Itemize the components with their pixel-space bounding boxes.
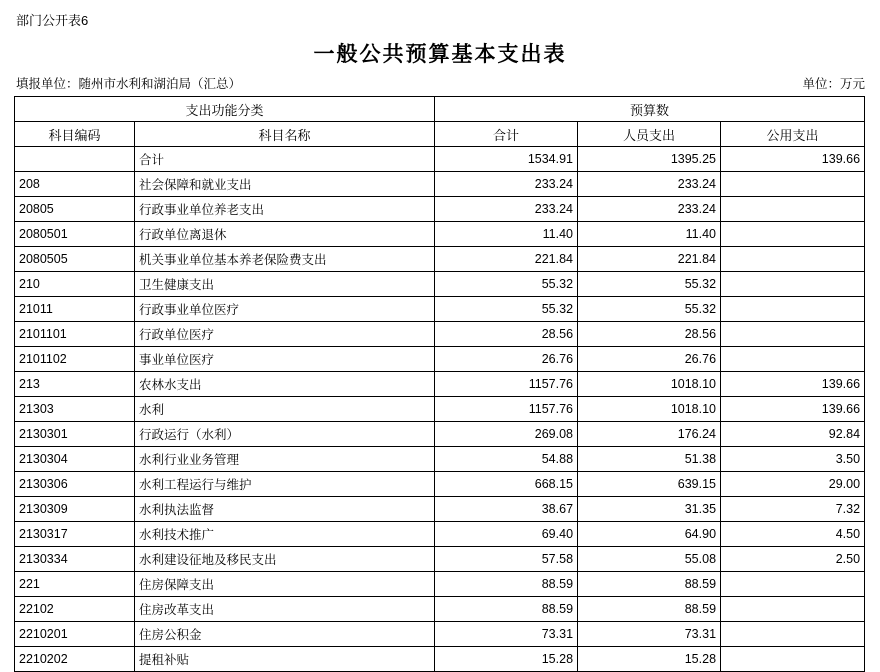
column-header-personnel: 人员支出 bbox=[578, 122, 721, 147]
cell-total: 54.88 bbox=[435, 447, 578, 472]
cell-personnel: 26.76 bbox=[578, 347, 721, 372]
cell-name: 合计 bbox=[135, 147, 435, 172]
cell-public: 92.84 bbox=[721, 422, 865, 447]
cell-personnel: 55.08 bbox=[578, 547, 721, 572]
table-group-header-row bbox=[15, 97, 865, 122]
table-row bbox=[15, 597, 865, 622]
cell-personnel: 51.38 bbox=[578, 447, 721, 472]
column-header-name: 科目名称 bbox=[135, 122, 435, 147]
table-head bbox=[15, 97, 865, 147]
table-row bbox=[15, 347, 865, 372]
cell-personnel: 55.32 bbox=[578, 297, 721, 322]
cell-public: 2.50 bbox=[721, 547, 865, 572]
table-row bbox=[15, 397, 865, 422]
page-title: 一般公共预算基本支出表 bbox=[313, 43, 567, 66]
cell-personnel: 233.24 bbox=[578, 172, 721, 197]
cell-code: 2210201 bbox=[15, 622, 135, 647]
cell-code: 2080501 bbox=[15, 222, 135, 247]
cell-code: 208 bbox=[15, 172, 135, 197]
cell-total: 1157.76 bbox=[435, 372, 578, 397]
table-row bbox=[15, 622, 865, 647]
cell-code: 210 bbox=[15, 272, 135, 297]
cell-total: 38.67 bbox=[435, 497, 578, 522]
cell-total: 11.40 bbox=[435, 222, 578, 247]
cell-name: 水利执法监督 bbox=[135, 497, 435, 522]
cell-public: 139.66 bbox=[721, 372, 865, 397]
cell-personnel: 88.59 bbox=[578, 572, 721, 597]
cell-code: 2130309 bbox=[15, 497, 135, 522]
cell-personnel: 64.90 bbox=[578, 522, 721, 547]
cell-public bbox=[721, 272, 865, 297]
cell-public: 29.00 bbox=[721, 472, 865, 497]
cell-public bbox=[721, 197, 865, 222]
cell-name: 行政运行（水利） bbox=[135, 422, 435, 447]
table-row bbox=[15, 197, 865, 222]
amount-unit-label: 单位：万元 bbox=[802, 77, 865, 91]
cell-name: 农林水支出 bbox=[135, 372, 435, 397]
cell-code: 2130306 bbox=[15, 472, 135, 497]
cell-total: 69.40 bbox=[435, 522, 578, 547]
cell-total: 1157.76 bbox=[435, 397, 578, 422]
table-row bbox=[15, 422, 865, 447]
cell-personnel: 28.56 bbox=[578, 322, 721, 347]
cell-name: 行政单位医疗 bbox=[135, 322, 435, 347]
cell-code bbox=[15, 147, 135, 172]
cell-total: 88.59 bbox=[435, 572, 578, 597]
cell-code: 2080505 bbox=[15, 247, 135, 272]
cell-personnel: 639.15 bbox=[578, 472, 721, 497]
cell-total: 269.08 bbox=[435, 422, 578, 447]
cell-total: 55.32 bbox=[435, 297, 578, 322]
cell-personnel: 11.40 bbox=[578, 222, 721, 247]
cell-code: 2101101 bbox=[15, 322, 135, 347]
reporting-unit-label: 填报单位：随州市水利和湖泊局（汇总） bbox=[16, 77, 242, 91]
cell-name: 社会保障和就业支出 bbox=[135, 172, 435, 197]
cell-name: 提租补贴 bbox=[135, 647, 435, 672]
column-header-public: 公用支出 bbox=[721, 122, 865, 147]
cell-public bbox=[721, 647, 865, 672]
cell-name: 水利技术推广 bbox=[135, 522, 435, 547]
cell-public: 139.66 bbox=[721, 397, 865, 422]
cell-name: 住房改革支出 bbox=[135, 597, 435, 622]
cell-public bbox=[721, 572, 865, 597]
cell-personnel: 1018.10 bbox=[578, 397, 721, 422]
cell-total: 668.15 bbox=[435, 472, 578, 497]
cell-public bbox=[721, 622, 865, 647]
cell-code: 2130304 bbox=[15, 447, 135, 472]
cell-total: 221.84 bbox=[435, 247, 578, 272]
cell-personnel: 1395.25 bbox=[578, 147, 721, 172]
cell-total: 55.32 bbox=[435, 272, 578, 297]
cell-name: 水利建设征地及移民支出 bbox=[135, 547, 435, 572]
table-row bbox=[15, 547, 865, 572]
cell-name: 行政单位离退休 bbox=[135, 222, 435, 247]
cell-name: 住房公积金 bbox=[135, 622, 435, 647]
form-code: 部门公开表6 bbox=[16, 13, 89, 28]
cell-public bbox=[721, 247, 865, 272]
cell-total: 28.56 bbox=[435, 322, 578, 347]
cell-name: 行政事业单位医疗 bbox=[135, 297, 435, 322]
cell-personnel: 88.59 bbox=[578, 597, 721, 622]
cell-total: 15.28 bbox=[435, 647, 578, 672]
table-row bbox=[15, 447, 865, 472]
cell-name: 水利 bbox=[135, 397, 435, 422]
cell-public bbox=[721, 222, 865, 247]
cell-name: 卫生健康支出 bbox=[135, 272, 435, 297]
table-row bbox=[15, 222, 865, 247]
cell-public bbox=[721, 347, 865, 372]
table-row bbox=[15, 372, 865, 397]
cell-code: 21011 bbox=[15, 297, 135, 322]
cell-code: 2210202 bbox=[15, 647, 135, 672]
cell-public: 139.66 bbox=[721, 147, 865, 172]
table-row bbox=[15, 322, 865, 347]
table-row bbox=[15, 572, 865, 597]
cell-name: 事业单位医疗 bbox=[135, 347, 435, 372]
cell-total: 1534.91 bbox=[435, 147, 578, 172]
cell-personnel: 55.32 bbox=[578, 272, 721, 297]
column-header-code: 科目编码 bbox=[15, 122, 135, 147]
budget-table bbox=[14, 96, 865, 672]
table-row bbox=[15, 472, 865, 497]
table-row bbox=[15, 522, 865, 547]
table-row bbox=[15, 272, 865, 297]
cell-code: 20805 bbox=[15, 197, 135, 222]
group-header-classification: 支出功能分类 bbox=[15, 97, 435, 122]
cell-public bbox=[721, 297, 865, 322]
table-column-header-row bbox=[15, 122, 865, 147]
group-header-budget: 预算数 bbox=[435, 97, 865, 122]
cell-code: 2101102 bbox=[15, 347, 135, 372]
cell-name: 水利行业业务管理 bbox=[135, 447, 435, 472]
cell-personnel: 15.28 bbox=[578, 647, 721, 672]
cell-code: 2130301 bbox=[15, 422, 135, 447]
cell-public bbox=[721, 322, 865, 347]
cell-code: 22102 bbox=[15, 597, 135, 622]
cell-code: 213 bbox=[15, 372, 135, 397]
cell-personnel: 176.24 bbox=[578, 422, 721, 447]
table-row bbox=[15, 297, 865, 322]
table-row bbox=[15, 497, 865, 522]
cell-public: 7.32 bbox=[721, 497, 865, 522]
cell-public: 4.50 bbox=[721, 522, 865, 547]
cell-public bbox=[721, 172, 865, 197]
cell-total: 26.76 bbox=[435, 347, 578, 372]
cell-total: 57.58 bbox=[435, 547, 578, 572]
cell-code: 2130334 bbox=[15, 547, 135, 572]
cell-code: 21303 bbox=[15, 397, 135, 422]
cell-public bbox=[721, 597, 865, 622]
cell-total: 88.59 bbox=[435, 597, 578, 622]
cell-public: 3.50 bbox=[721, 447, 865, 472]
table-row bbox=[15, 647, 865, 672]
cell-total: 73.31 bbox=[435, 622, 578, 647]
cell-personnel: 1018.10 bbox=[578, 372, 721, 397]
cell-name: 水利工程运行与维护 bbox=[135, 472, 435, 497]
cell-personnel: 73.31 bbox=[578, 622, 721, 647]
cell-name: 住房保障支出 bbox=[135, 572, 435, 597]
cell-total: 233.24 bbox=[435, 197, 578, 222]
table-row bbox=[15, 147, 865, 172]
table-body bbox=[15, 147, 865, 672]
cell-personnel: 233.24 bbox=[578, 197, 721, 222]
cell-code: 2130317 bbox=[15, 522, 135, 547]
cell-personnel: 31.35 bbox=[578, 497, 721, 522]
table-row bbox=[15, 172, 865, 197]
cell-code: 221 bbox=[15, 572, 135, 597]
table-row bbox=[15, 247, 865, 272]
cell-personnel: 221.84 bbox=[578, 247, 721, 272]
cell-total: 233.24 bbox=[435, 172, 578, 197]
meta-row bbox=[16, 74, 865, 92]
cell-name: 行政事业单位养老支出 bbox=[135, 197, 435, 222]
cell-name: 机关事业单位基本养老保险费支出 bbox=[135, 247, 435, 272]
column-header-total: 合计 bbox=[435, 122, 578, 147]
